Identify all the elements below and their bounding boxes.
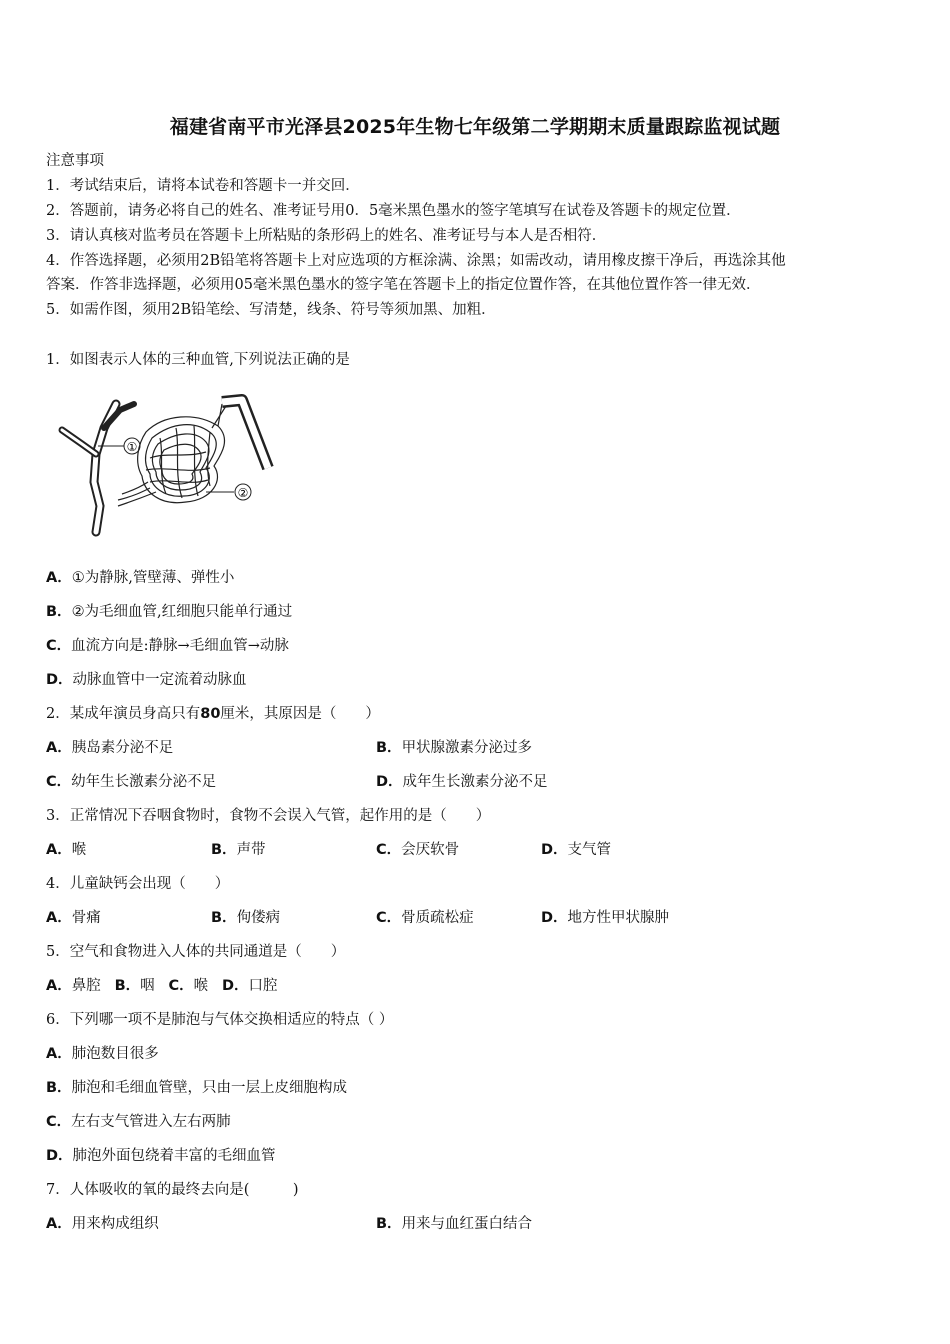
option-letter: D． <box>541 910 568 926</box>
q1-option-a <box>46 568 234 588</box>
question-2-stem <box>46 704 380 724</box>
notice-item: 1．考试结束后，请将本试卷和答题卡一并交回． <box>46 178 360 194</box>
q6-option-c <box>46 1112 231 1132</box>
option-text: 会厌软骨 <box>401 842 460 858</box>
capillary-network <box>118 404 226 506</box>
option-text: 幼年生长激素分泌不足 <box>71 774 217 790</box>
notice-heading: 注意事项 <box>46 153 104 169</box>
q7-option-b <box>376 1214 532 1234</box>
option-letter: B． <box>376 1216 402 1232</box>
q3-option-b <box>211 840 266 860</box>
question-3-stem: 3．正常情况下吞咽食物时，食物不会误入气管，起作用的是（ ） <box>46 808 491 824</box>
option-text: 佝偻病 <box>236 910 281 926</box>
figure-label-1: ① <box>126 440 138 454</box>
option-text: 喉 <box>193 978 209 994</box>
page-title: 福建省南平市光泽县2025年生物七年级第二学期期末质量跟踪监视试题 <box>169 116 781 138</box>
q1-option-c <box>46 636 289 656</box>
q6-option-b <box>46 1078 347 1098</box>
q6-option-a <box>46 1044 159 1064</box>
q2-stem-num: 80 <box>200 706 221 722</box>
q2-option-a <box>46 738 173 758</box>
option-letter: C． <box>376 910 402 926</box>
q1-option-b <box>46 602 292 622</box>
notice-item: 5．如需作图，须用2B铅笔绘、写清楚，线条、符号等须加黑、加粗． <box>46 302 496 318</box>
q1-option-d <box>46 670 247 690</box>
figure-label-2: ② <box>237 486 249 500</box>
q2-option-b <box>376 738 532 758</box>
question-1-stem: 1．如图表示人体的三种血管,下列说法正确的是 <box>46 352 350 368</box>
notice-item: 4．作答选择题，必须用2B铅笔将答题卡上对应选项的方框涂满、涂黑；如需改动，请用橡皮擦干净后，再选涂其他 <box>46 253 786 269</box>
notice-item: 答案．作答非选择题，必须用05毫米黑色墨水的签字笔在答题卡上的指定位置作答，在其他位置作答一律无效． <box>46 277 761 293</box>
option-text: 用来与血红蛋白结合 <box>401 1216 533 1232</box>
q3-option-d <box>541 840 611 860</box>
option-text: 鼻腔 <box>71 978 101 994</box>
q2-stem-b: 厘米，其原因是（ ） <box>220 706 380 722</box>
option-text: 咽 <box>140 978 155 994</box>
q2-stem-a: 某成年演员身高只有 <box>69 706 201 722</box>
option-letter: A． <box>46 570 72 586</box>
q3-option-a <box>46 840 86 860</box>
option-letter: C． <box>376 842 402 858</box>
option-letter: B． <box>46 1080 72 1096</box>
q7-option-a <box>46 1214 159 1234</box>
option-letter: D． <box>541 842 568 858</box>
q4-option-c <box>376 908 474 928</box>
option-letter: B． <box>46 604 72 620</box>
option-text: 骨质疏松症 <box>401 910 474 926</box>
option-letter: A． <box>46 910 72 926</box>
option-letter: C． <box>46 1114 72 1130</box>
option-text: 声带 <box>236 842 266 858</box>
option-letter: C． <box>46 638 72 654</box>
option-letter: B． <box>376 740 402 756</box>
option-text: 肺泡外面包绕着丰富的毛细血管 <box>72 1148 276 1164</box>
option-letter: A． <box>46 740 72 756</box>
option-letter: D． <box>46 672 73 688</box>
option-text: 喉 <box>71 842 87 858</box>
q2-number: 2． <box>46 706 70 722</box>
option-letter: B． <box>211 910 237 926</box>
option-text: 左右支气管进入左右两肺 <box>71 1114 231 1130</box>
option-text: 骨痛 <box>71 910 101 926</box>
blood-vessels-figure <box>46 382 278 542</box>
option-text: 甲状腺激素分泌过多 <box>401 740 533 756</box>
q2-option-c <box>46 772 216 792</box>
option-text: 肺泡和毛细血管壁，只由一层上皮细胞构成 <box>71 1080 348 1096</box>
option-letter: A． <box>46 1216 72 1232</box>
option-text: 口腔 <box>248 978 278 994</box>
option-letter: A． <box>46 842 72 858</box>
q4-option-d <box>541 908 669 928</box>
q5-options-row <box>46 976 277 996</box>
option-letter: D． <box>46 1148 73 1164</box>
option-letter: A． <box>46 978 72 994</box>
q4-option-a <box>46 908 101 928</box>
option-letter: D． <box>221 978 249 994</box>
option-text: 支气管 <box>567 842 612 858</box>
option-letter: C． <box>46 774 72 790</box>
option-letter: D． <box>376 774 403 790</box>
q2-option-d <box>376 772 548 792</box>
option-letter: B． <box>211 842 237 858</box>
notice-item: 3．请认真核对监考员在答题卡上所粘贴的条形码上的姓名、准考证号与本人是否相符． <box>46 228 607 244</box>
option-text: 血流方向是:静脉→毛细血管→动脉 <box>71 638 289 654</box>
question-6-stem: 6．下列哪一项不是肺泡与气体交换相适应的特点（ ） <box>46 1012 394 1028</box>
option-text: 动脉血管中一定流着动脉血 <box>72 672 247 688</box>
option-letter: A． <box>46 1046 72 1062</box>
option-letter: B． <box>114 978 141 994</box>
question-7-stem: 7．人体吸收的氧的最终去向是( ) <box>46 1182 299 1198</box>
q6-option-d <box>46 1146 276 1166</box>
option-text: 肺泡数目很多 <box>71 1046 159 1062</box>
q4-option-b <box>211 908 280 928</box>
option-text: 地方性甲状腺肿 <box>567 910 670 926</box>
question-4-stem: 4．儿童缺钙会出现（ ） <box>46 876 230 892</box>
option-text: 成年生长激素分泌不足 <box>402 774 548 790</box>
option-letter: C． <box>168 978 194 994</box>
option-text: ①为静脉,管壁薄、弹性小 <box>71 570 235 586</box>
option-text: 用来构成组织 <box>71 1216 159 1232</box>
q3-option-c <box>376 840 459 860</box>
option-text: ②为毛细血管,红细胞只能单行通过 <box>71 604 293 620</box>
question-5-stem: 5．空气和食物进入人体的共同通道是（ ） <box>46 944 346 960</box>
notice-item: 2．答题前，请务必将自己的姓名、准考证号用0．5毫米黑色墨水的签字笔填写在试卷及答题卡的规定位置． <box>46 203 741 219</box>
option-text: 胰岛素分泌不足 <box>71 740 174 756</box>
